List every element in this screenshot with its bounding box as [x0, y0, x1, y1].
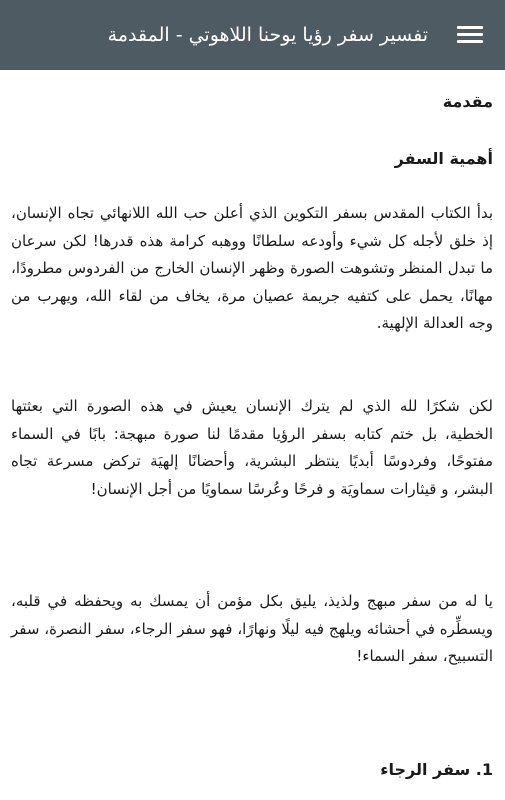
- paragraph-2: لكن شكرًا لله الذي لم يترك الإنسان يعيش في هذه الصورة التي بعثتها الخطية، بل ختم كتابه بسفر الرؤيا مقدمًا لنا صورة مبهجة: بابًا في السماء مفتوحًا، وفردوسًا أبديًا ينتظر البشرية، وأحضانًا إلهيَة تركض مسرعة تجاه البشر، و قيثارات سماويَة و فرحًا وعُرسًا سماويًا من أجل الإنسان!: [11, 397, 493, 498]
- page-title: تفسير سفر رؤيا يوحنا اللاهوتي - المقدمة: [107, 24, 428, 46]
- menu-bar-line: [457, 26, 483, 29]
- app-bar: [0, 0, 505, 70]
- section-heading: أهمية السفر: [394, 149, 493, 168]
- article-content[interactable]: [0, 70, 505, 800]
- paragraph-3: يا له من سفر مبهج ولذيذ، يليق بكل مؤمن أن يمسك به ويحفظه في قلبه، ويسطِّره في أحشائه ويلهج فيه ليلًا ونهارًا، فهو سفر الرجاء، سفر النصرة، سفر التسبيح، سفر السماء!: [11, 592, 493, 665]
- menu-bar-line: [457, 40, 483, 43]
- intro-heading: مقدمة: [442, 92, 493, 111]
- numbered-heading: 1. سفر الرجاء: [380, 760, 493, 779]
- hamburger-menu-icon[interactable]: [457, 24, 483, 46]
- paragraph-1: بدأ الكتاب المقدس بسفر التكوين الذي أعلن حب الله اللانهائي تجاه الإنسان، إذ خلق لأجله كل شيء وأودعه سلطانًا ووهبه كرامة هذه قدرها! لكن سرعان ما تبدل المنظر وتشوهت الصورة وظهر الإنسان الخارج من الفردوس مطرودًا، مهانًا، يحمل على كتفيه جريمة عصيان مرة، يخاف من لقاء الله، ويهرب من وجه العدالة الإلهية.: [11, 204, 493, 332]
- menu-bar-line: [457, 33, 483, 36]
